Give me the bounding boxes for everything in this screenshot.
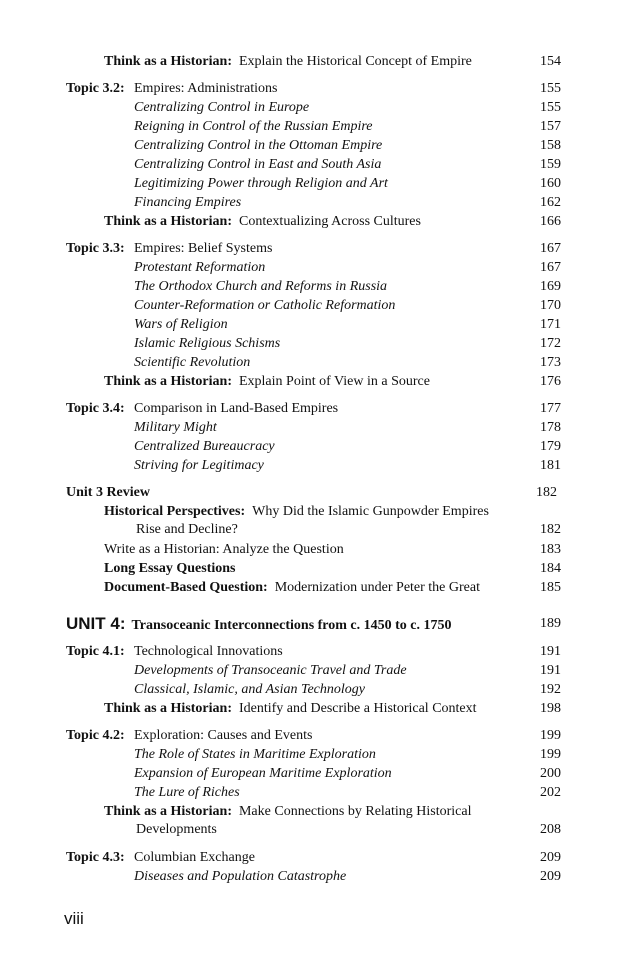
toc-entry bbox=[0, 79, 638, 98]
toc-entry bbox=[0, 642, 638, 661]
toc-entry bbox=[0, 726, 638, 745]
entry-text: Comparison in Land-Based Empires bbox=[134, 401, 339, 416]
toc-entry bbox=[0, 437, 638, 456]
toc-entry bbox=[0, 193, 638, 212]
topic-number: Topic 4.3: bbox=[66, 850, 125, 865]
toc-entry bbox=[0, 52, 638, 71]
page-ref: 173 bbox=[540, 355, 561, 370]
toc-entry bbox=[0, 820, 638, 839]
toc-entry bbox=[0, 277, 638, 296]
entry-text: Military Might bbox=[134, 420, 217, 435]
entry-text: Centralizing Control in East and South Asia bbox=[134, 157, 382, 172]
page-ref: 208 bbox=[540, 822, 561, 837]
page-ref: 166 bbox=[540, 214, 561, 229]
page-ref: 182 bbox=[540, 522, 561, 537]
toc-entry bbox=[0, 212, 638, 231]
entry-bold-heading: Think as a Historian: bbox=[104, 804, 232, 819]
page-ref: 209 bbox=[540, 869, 561, 884]
entry-text: Columbian Exchange bbox=[134, 850, 255, 865]
page-ref: 183 bbox=[540, 542, 561, 557]
toc-entry bbox=[0, 578, 638, 597]
entry-title bbox=[134, 98, 309, 117]
entry-bold-heading: Unit 3 Review bbox=[66, 485, 150, 500]
unit-heading: UNIT 4: bbox=[66, 614, 126, 633]
toc-entry bbox=[0, 661, 638, 680]
toc-entry bbox=[0, 117, 638, 136]
entry-title bbox=[134, 867, 346, 886]
toc-entry bbox=[0, 559, 638, 578]
entry-title bbox=[134, 399, 338, 418]
toc-entry bbox=[0, 174, 638, 193]
entry-bold-heading: Think as a Historian: bbox=[104, 701, 232, 716]
page-ref: 167 bbox=[540, 260, 561, 275]
entry-text: The Role of States in Maritime Exploration bbox=[134, 747, 376, 762]
entry-title bbox=[136, 520, 238, 539]
toc-entry bbox=[0, 372, 638, 391]
entry-title bbox=[134, 353, 250, 372]
toc-entry bbox=[0, 456, 638, 475]
toc-entry bbox=[0, 483, 638, 502]
entry-title bbox=[104, 578, 480, 597]
page-ref: 162 bbox=[540, 195, 561, 210]
page-ref: 160 bbox=[540, 176, 561, 191]
toc-entry bbox=[0, 783, 638, 802]
toc-entry bbox=[0, 98, 638, 117]
entry-title bbox=[134, 726, 312, 745]
entry-title bbox=[134, 456, 264, 475]
topic-number: Topic 3.2: bbox=[66, 81, 125, 96]
page-ref: 178 bbox=[540, 420, 561, 435]
toc-entry bbox=[0, 334, 638, 353]
entry-text: Write as a Historian: Analyze the Question bbox=[104, 542, 344, 557]
entry-text: Protestant Reformation bbox=[134, 260, 266, 275]
entry-title bbox=[134, 239, 272, 258]
entry-text: Rise and Decline? bbox=[136, 522, 238, 537]
toc-entry bbox=[0, 239, 638, 258]
entry-title bbox=[134, 642, 283, 661]
page-ref: 171 bbox=[540, 317, 561, 332]
page-ref: 182 bbox=[536, 485, 557, 500]
toc-entry bbox=[0, 802, 638, 821]
topic-number: Topic 3.4: bbox=[66, 401, 125, 416]
entry-text: Empires: Administrations bbox=[134, 81, 278, 96]
entry-bold-heading: Long Essay Questions bbox=[104, 561, 236, 576]
topic-number: Topic 4.2: bbox=[66, 728, 125, 743]
page-ref: 181 bbox=[540, 458, 561, 473]
toc-entry bbox=[0, 155, 638, 174]
entry-title bbox=[134, 680, 365, 699]
entry-text: Make Connections by Relating Historical bbox=[238, 804, 472, 819]
topic-number: Topic 3.3: bbox=[66, 241, 125, 256]
page-ref: 184 bbox=[540, 561, 561, 576]
entry-text: Explain the Historical Concept of Empire bbox=[238, 54, 472, 69]
page-ref: 209 bbox=[540, 850, 561, 865]
page-ref: 176 bbox=[540, 374, 561, 389]
page-ref: 172 bbox=[540, 336, 561, 351]
entry-text: Counter-Reformation or Catholic Reformation bbox=[134, 298, 396, 313]
entry-title bbox=[104, 212, 421, 231]
entry-text: Centralized Bureaucracy bbox=[134, 439, 275, 454]
page-ref: 192 bbox=[540, 682, 561, 697]
entry-text: Expansion of European Maritime Exploration bbox=[134, 766, 392, 781]
entry-text: Centralizing Control in Europe bbox=[134, 100, 310, 115]
entry-text: Diseases and Population Catastrophe bbox=[134, 869, 347, 884]
entry-title bbox=[104, 802, 472, 821]
entry-text: Contextualizing Across Cultures bbox=[238, 214, 421, 229]
page-ref: 191 bbox=[540, 663, 561, 678]
entry-bold-heading: Document-Based Question: bbox=[104, 580, 268, 595]
toc-entry bbox=[0, 520, 638, 539]
toc-entry bbox=[0, 353, 638, 372]
page-ref: 158 bbox=[540, 138, 561, 153]
page-ref: 159 bbox=[540, 157, 561, 172]
page-ref: 177 bbox=[540, 401, 561, 416]
entry-text: Exploration: Causes and Events bbox=[134, 728, 313, 743]
entry-text: Scientific Revolution bbox=[134, 355, 251, 370]
entry-title bbox=[134, 117, 373, 136]
entry-text: Islamic Religious Schisms bbox=[134, 336, 281, 351]
page-ref: 170 bbox=[540, 298, 561, 313]
entry-text: Wars of Religion bbox=[134, 317, 228, 332]
toc-entry bbox=[0, 699, 638, 718]
entry-text: Developments bbox=[136, 822, 217, 837]
entry-title bbox=[66, 614, 452, 635]
entry-text: Financing Empires bbox=[134, 195, 242, 210]
page-ref: 202 bbox=[540, 785, 561, 800]
entry-text: Why Did the Islamic Gunpowder Empires bbox=[252, 504, 489, 519]
entry-title bbox=[136, 820, 217, 839]
entry-bold-heading: Historical Perspectives: bbox=[104, 504, 246, 519]
entry-text: Explain Point of View in a Source bbox=[238, 374, 430, 389]
entry-text: Modernization under Peter the Great bbox=[274, 580, 480, 595]
entry-title bbox=[134, 334, 280, 353]
entry-title bbox=[134, 277, 387, 296]
page-ref: 189 bbox=[540, 616, 561, 631]
toc-entry bbox=[0, 502, 638, 521]
toc-entry bbox=[0, 614, 638, 633]
entry-title bbox=[134, 418, 217, 437]
entry-text: The Lure of Riches bbox=[134, 785, 240, 800]
entry-title bbox=[134, 661, 407, 680]
entry-title bbox=[134, 174, 388, 193]
toc-entry bbox=[0, 764, 638, 783]
toc-entry bbox=[0, 848, 638, 867]
entry-text: Technological Innovations bbox=[134, 644, 283, 659]
entry-title bbox=[134, 296, 395, 315]
entry-title bbox=[134, 848, 255, 867]
page-ref: 179 bbox=[540, 439, 561, 454]
page-ref: 155 bbox=[540, 100, 561, 115]
entry-title bbox=[104, 699, 477, 718]
entry-text: Legitimizing Power through Religion and Art bbox=[134, 176, 388, 191]
page-ref: 154 bbox=[540, 54, 561, 69]
entry-title bbox=[134, 79, 278, 98]
page-ref: 198 bbox=[540, 701, 561, 716]
entry-title bbox=[134, 258, 265, 277]
page-ref: 191 bbox=[540, 644, 561, 659]
entry-text: Classical, Islamic, and Asian Technology bbox=[134, 682, 365, 697]
entry-bold-heading: Transoceanic Interconnections from c. 1450 to c. 1750 bbox=[131, 618, 452, 633]
entry-title bbox=[104, 502, 489, 521]
page-number: viii bbox=[64, 909, 84, 928]
entry-text: Identify and Describe a Historical Context bbox=[238, 701, 477, 716]
entry-text: Reigning in Control of the Russian Empire bbox=[134, 119, 373, 134]
toc-entry bbox=[0, 540, 638, 559]
page-ref: 157 bbox=[540, 119, 561, 134]
toc-entry bbox=[0, 315, 638, 334]
page-ref: 169 bbox=[540, 279, 561, 294]
toc-entry bbox=[0, 399, 638, 418]
entry-title bbox=[66, 483, 150, 502]
entry-text: Striving for Legitimacy bbox=[134, 458, 264, 473]
entry-text: Centralizing Control in the Ottoman Empire bbox=[134, 138, 383, 153]
toc-entry bbox=[0, 745, 638, 764]
entry-title bbox=[104, 559, 235, 578]
page-ref: 199 bbox=[540, 747, 561, 762]
toc-entry bbox=[0, 258, 638, 277]
page-ref: 155 bbox=[540, 81, 561, 96]
entry-title bbox=[134, 764, 392, 783]
entry-text: The Orthodox Church and Reforms in Russia bbox=[134, 279, 388, 294]
toc-entry bbox=[0, 136, 638, 155]
page-ref: 200 bbox=[540, 766, 561, 781]
entry-title bbox=[134, 745, 376, 764]
entry-title bbox=[134, 136, 382, 155]
page-ref: 185 bbox=[540, 580, 561, 595]
topic-number: Topic 4.1: bbox=[66, 644, 125, 659]
entry-title bbox=[134, 155, 381, 174]
entry-text: Developments of Transoceanic Travel and Trade bbox=[134, 663, 407, 678]
entry-text: Empires: Belief Systems bbox=[134, 241, 273, 256]
entry-title bbox=[104, 540, 344, 559]
entry-title bbox=[104, 52, 472, 71]
entry-title bbox=[134, 437, 275, 456]
entry-title bbox=[134, 783, 240, 802]
entry-title bbox=[104, 372, 430, 391]
entry-title bbox=[134, 315, 228, 334]
toc-entry bbox=[0, 680, 638, 699]
toc-entry bbox=[0, 867, 638, 886]
page-ref: 167 bbox=[540, 241, 561, 256]
toc-entry bbox=[0, 296, 638, 315]
entry-title bbox=[134, 193, 241, 212]
entry-bold-heading: Think as a Historian: bbox=[104, 374, 232, 389]
toc-entry bbox=[0, 418, 638, 437]
page-ref: 199 bbox=[540, 728, 561, 743]
entry-bold-heading: Think as a Historian: bbox=[104, 54, 232, 69]
entry-bold-heading: Think as a Historian: bbox=[104, 214, 232, 229]
